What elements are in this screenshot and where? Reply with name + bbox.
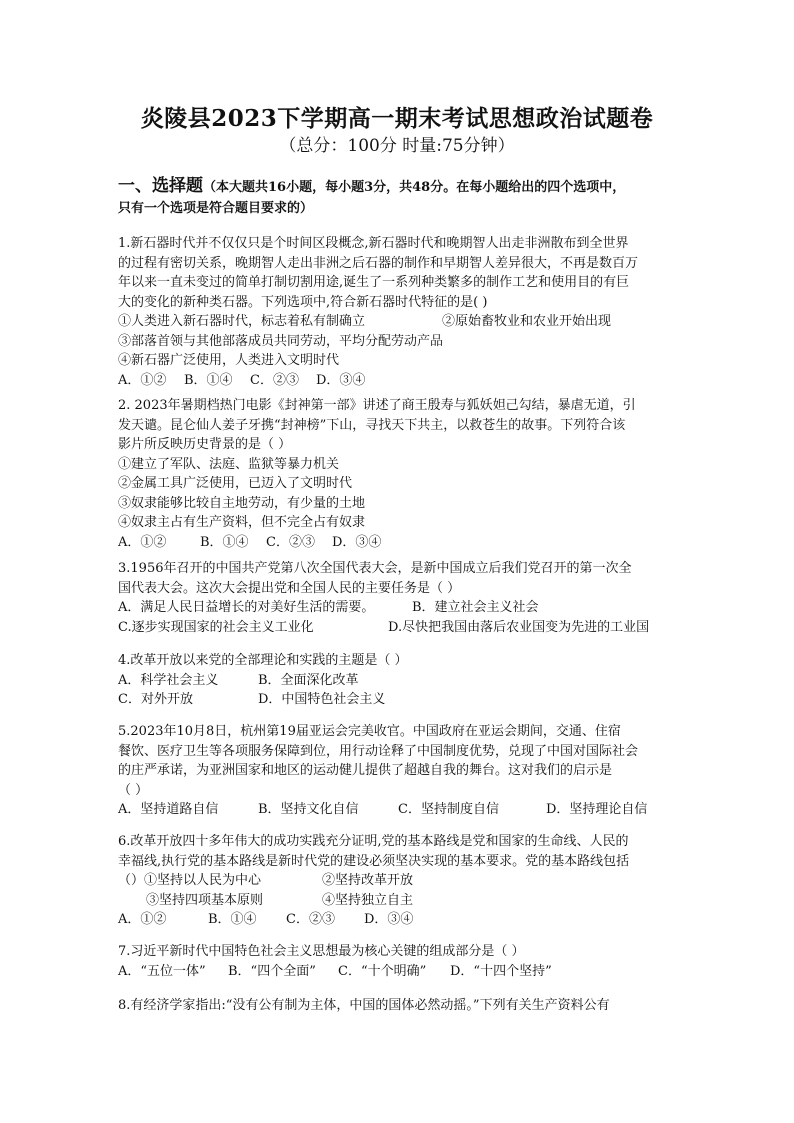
option-d: D．“十四个坚持” (450, 963, 552, 979)
option-c: C．②③ (250, 372, 299, 388)
option-a: A．满足人民日益增长的对美好生活的需要。 (118, 600, 375, 615)
section-note-line2: 只有一个选项是符合题目要求的） (118, 201, 314, 216)
question-text-line: （ ） (118, 782, 149, 798)
option-a: A．①② (118, 912, 167, 927)
question-text-line: 6.改革开放四十多年伟大的成功实践充分证明,党的基本路线是党和国家的生命线、人民的 (118, 834, 629, 849)
question-6 (118, 832, 678, 930)
answer-options (118, 800, 678, 820)
option-d: D．中国特色社会主义 (258, 692, 386, 707)
option-a: A．坚持道路自信 (118, 802, 219, 817)
question-4 (118, 651, 678, 710)
question-text-line: 的过程有密切关系，晚期智人走出非洲之后石器的制作和早期智人差异很大，不再是数百万 (118, 255, 639, 271)
statement-row2 (118, 891, 678, 911)
answer-options (118, 962, 678, 982)
answer-options-row2 (118, 618, 678, 638)
option-a: A．①② (118, 534, 167, 550)
statement-1: （）①坚持以人民为中心 (118, 873, 262, 888)
question-text-line: 7.习近平新时代中国特色社会主义思想最为核心关键的组成部分是（ ） (118, 944, 525, 959)
question-text-line: 的庄严承诺，为亚洲国家和地区的运动健儿提供了超越自我的舞台。这对我们的启示是 (118, 763, 613, 778)
question-text-line: 2. 2023年暑期档热门电影《封神第一部》讲述了商王殷寿与狐妖妲己勾结，暴虐无道，引 (118, 398, 636, 413)
question-text-line: 3.1956年召开的中国共产党第八次全国代表大会，是新中国成立后我们党召开的第一次全 (118, 561, 632, 576)
question-text-line: 大的变化的新种类石器。下列选项中,符合新石器时代特征的是( ) (118, 294, 488, 310)
option-a: A．科学社会主义 (118, 672, 219, 688)
option-d: D．③④ (332, 534, 382, 550)
statement-4: ④奴隶主占有生产资料，但不完全占有奴隶 (118, 515, 366, 530)
answer-options (118, 910, 678, 930)
statement-row (118, 312, 678, 332)
option-c: C．②③ (266, 534, 315, 550)
question-2 (118, 396, 678, 552)
answer-options-row2 (118, 690, 678, 710)
question-5 (118, 722, 678, 820)
statement-1: ①建立了军队、法庭、监狱等暴力机关 (118, 456, 340, 472)
question-text-line: 影片所反映历史背景的是（ ） (118, 437, 292, 452)
option-c: C.逐步实现国家的社会主义工业化 (118, 619, 314, 635)
answer-options-row1 (118, 598, 678, 618)
option-c: C．对外开放 (118, 692, 193, 707)
question-8 (118, 996, 678, 1016)
option-b: B．全面深化改革 (258, 672, 359, 688)
exam-title: 炎陵县2023下学期高一期末考试思想政治试题卷 (140, 105, 654, 132)
answer-options (118, 533, 678, 553)
option-d: D．③④ (316, 372, 366, 388)
question-3 (118, 559, 678, 637)
option-b: B．“四个全面” (228, 963, 316, 979)
exam-subtitle: （总分：100分 时量:75分钟） (279, 136, 515, 156)
question-7 (118, 942, 678, 981)
statement-3: ③部落首领与其他部落成员共同劳动，平均分配劳动产品 (118, 333, 444, 349)
option-a: A．“五位一体” (118, 963, 206, 979)
statement-3: ③奴隶能够比较自主地劳动，有少量的土地 (118, 495, 366, 511)
answer-options-row1 (118, 671, 678, 691)
question-text-line: 4.改革开放以来党的全部理论和实践的主题是（ ） (118, 653, 408, 668)
option-c: C．②③ (286, 912, 335, 927)
question-text-line: 国代表大会。这次大会提出党和全国人民的主要任务是（ ） (118, 580, 461, 596)
question-text-line: 发天谴。昆仑仙人姜子牙携“封神榜”下山，寻找天下共主，以救苍生的故事。下列符合该 (118, 417, 626, 433)
option-d: D.尽快把我国由落后农业国变为先进的工业国 (388, 619, 650, 635)
statement-3: ③坚持四项基本原则 (146, 892, 264, 908)
question-text-line: 5.2023年10月8日，杭州第19届亚运会完美收官。中国政府在亚运会期间，交通、住宿 (118, 724, 621, 739)
question-1 (118, 234, 678, 390)
section-title: 一、选择题 (118, 176, 203, 196)
option-a: A．①② (118, 372, 167, 388)
option-d: D．坚持理论自信 (546, 802, 648, 817)
statement-row1 (118, 871, 678, 891)
option-b: B．①④ (184, 372, 233, 388)
section-note: （本大题共16小题，每小题3分，共48分。在每小题给出的四个选项中， (203, 180, 626, 195)
option-b: B．建立社会主义社会 (412, 600, 539, 615)
statement-2: ②原始畜牧业和农业开始出现 (442, 314, 612, 329)
question-text-line: 餐饮、医疗卫生等各项服务保障到位，用行动诠释了中国制度优势，兑现了中国对国际社会 (118, 743, 639, 759)
option-b: B．①④ (200, 534, 249, 550)
section-heading-choice (118, 176, 678, 219)
statement-2: ②金属工具广泛使用，已迈入了文明时代 (118, 476, 353, 491)
statement-1: ①人类进入新石器时代，标志着私有制确立 (118, 314, 366, 329)
question-text-line: 1.新石器时代并不仅仅只是个时间区段概念,新石器时代和晚期智人出走非洲散布到全世界 (118, 236, 629, 251)
option-b: B．①④ (208, 912, 257, 927)
statement-2: ②坚持改革开放 (322, 873, 414, 888)
question-text-line: 幸福线,执行党的基本路线是新时代党的建设必须坚决实现的基本要求。党的基本路线包括 (118, 853, 630, 869)
question-text-line: 年以来一直未变过的简单打制切割用途,诞生了一系列种类繁多的制作工艺和使用目的有巨 (118, 275, 630, 290)
option-c: C．“十个明确” (338, 963, 427, 979)
option-d: D．③④ (364, 912, 414, 927)
statement-4: ④坚持独立自主 (322, 892, 414, 908)
option-b: B．坚持文化自信 (258, 802, 359, 817)
statement-4: ④新石器广泛使用，人类进入文明时代 (118, 353, 340, 368)
answer-options (118, 371, 678, 391)
question-text-line: 8.有经济学家指出:“没有公有制为主体，中国的国体必然动摇。”下列有关生产资料公有 (118, 998, 610, 1013)
option-c: C．坚持制度自信 (398, 802, 499, 817)
